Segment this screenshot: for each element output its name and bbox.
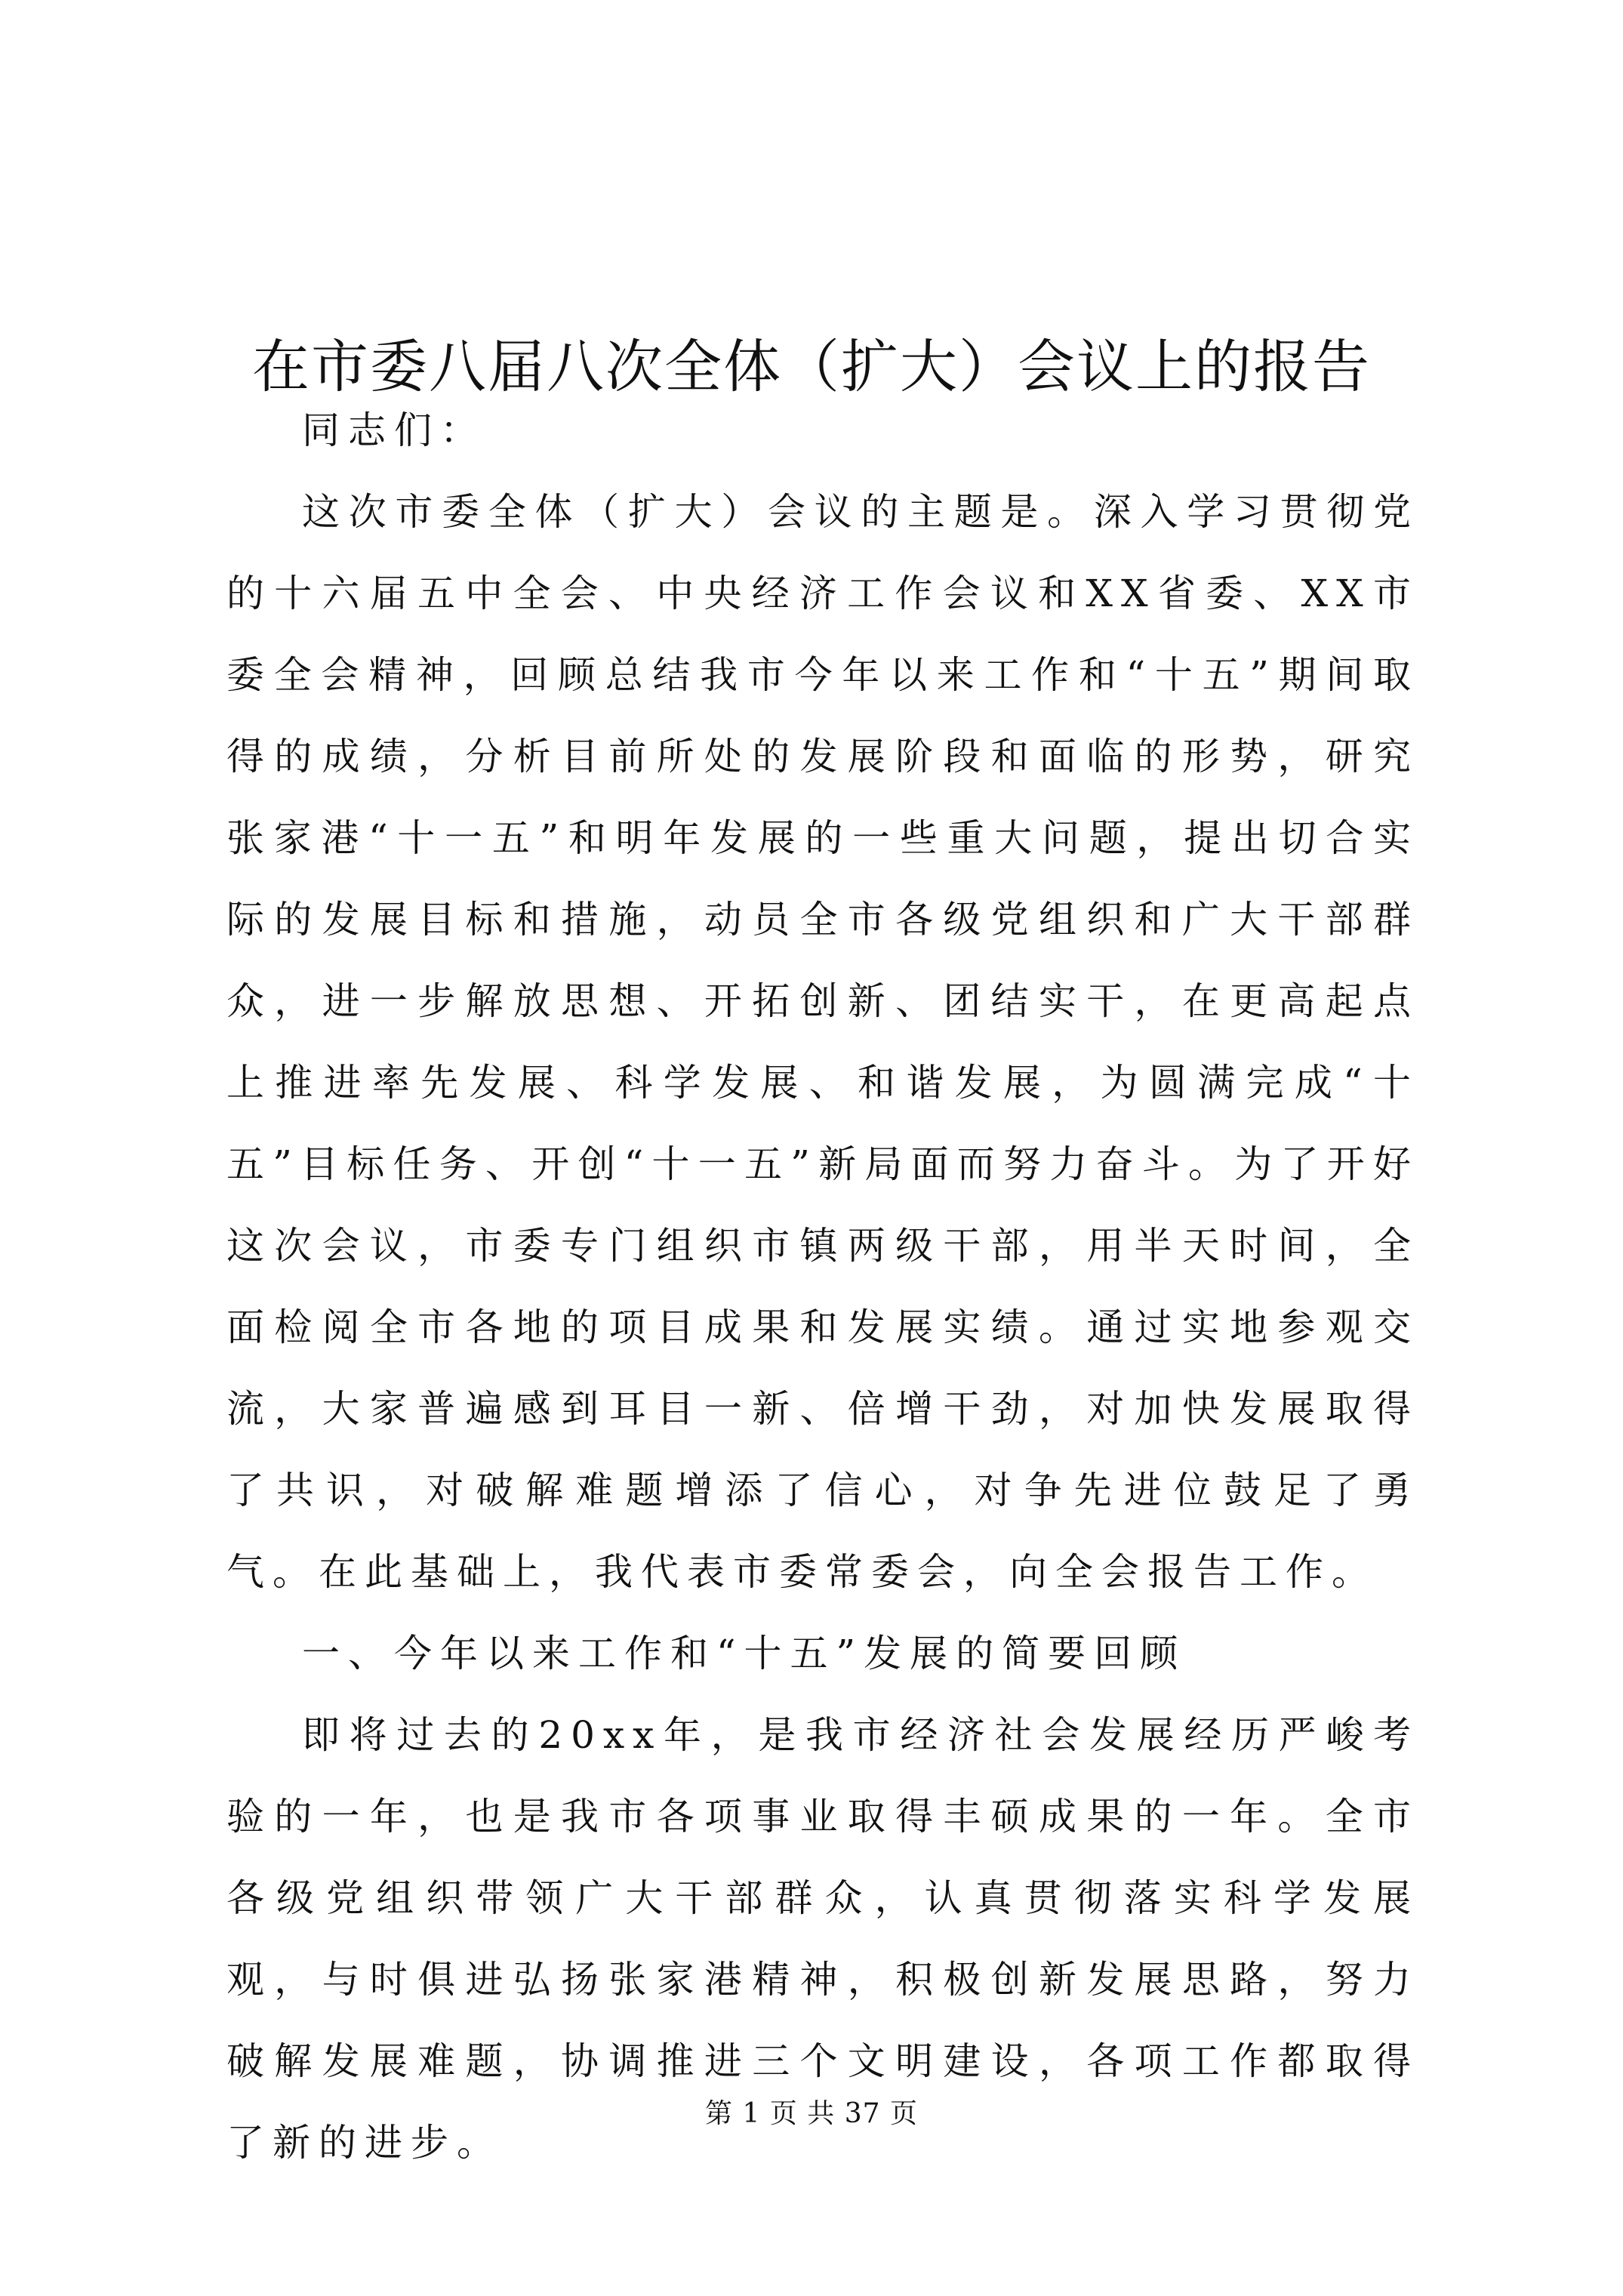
page-number-footer: 第 1 页 共 37 页 [705, 2098, 918, 2129]
salutation-paragraph: 同志们： [302, 408, 486, 452]
document-title: 在市委八届八次全体（扩大）会议上的报告 [252, 332, 1371, 400]
body-paragraph: 这次市委全体（扩大）会议的主题是。深入学习贯彻党的十六届五中全会、中央经济工作会议和XX省委、XX市委全会精神，回顾总结我市今年以来工作和“十五”期间取得的成绩，分析目前所处的发展阶段和面临的形势，研究张家港“十一五”和明年发展的一些重大问题，提出切合实际的发展目标和措施，动员全市各级党组织和广大干部群众，进一步解放思想、开拓创新、团结实干，在更高起点上推进率先发展、科学发展、和谐发展，为圆满完成“十五”目标任务、开创“十一五”新局面而努力奋斗。为了开好这次会议，市委专门组织市镇两级干部，用半天时间，全面检阅全市各地的项目成果和发展实绩。通过实地参观交流，大家普遍感到耳目一新、倍增干劲，对加快发展取得了共识，对破解难题增添了信心，对争先进位鼓足了勇气。在此基础上，我代表市委常委会，向全会报告工作。 [226, 490, 1419, 1594]
document-body [226, 390, 1419, 2184]
section-heading: 一、今年以来工作和“十五”发展的简要回顾 [302, 1632, 1187, 1675]
body-paragraph: 即将过去的20xx年，是我市经济社会发展经历严峻考验的一年，也是我市各项事业取得丰硕成果的一年。全市各级党组织带领广大干部群众，认真贯彻落实科学发展观，与时俱进弘扬张家港精神，积极创新发展思路，努力破解发展难题，协调推进三个文明建设，各项工作都取得了新的进步。 [226, 1713, 1419, 2165]
